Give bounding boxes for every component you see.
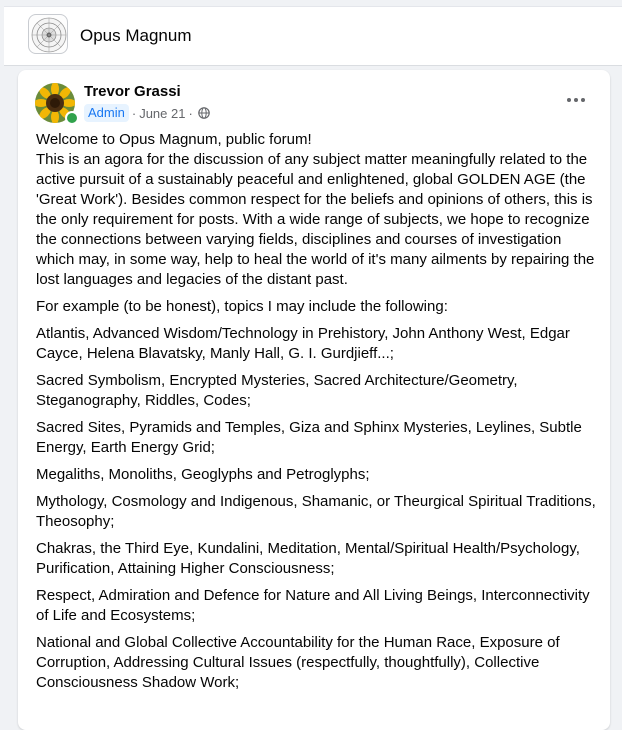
post-paragraph: Respect, Admiration and Defence for Nature and All Living Beings, Interconnectivity of Life and Ecosystems; [36, 587, 590, 624]
post-paragraph: Mythology, Cosmology and Indigenous, Shamanic, or Theurgical Spiritual Traditions, Theosophy; [36, 493, 596, 530]
post-paragraph: For example (to be honest), topics I may include the following: [36, 298, 448, 315]
post-paragraph: Atlantis, Advanced Wisdom/Technology in Prehistory, John Anthony West, Edgar Cayce, Helena Blavatsky, Manly Hall, G. I. Gurdjieff...; [36, 325, 570, 362]
post-paragraph: Megaliths, Monoliths, Geoglyphs and Petroglyphs; [36, 466, 370, 483]
post-paragraph: National and Global Collective Accountability for the Human Race, Exposure of Corruption, Addressing Cultural Issues (respectfully, thoughtfully), Collective Consciousness Shadow Work; [36, 634, 560, 691]
admin-badge[interactable]: Admin [84, 104, 129, 122]
post-paragraph: Sacred Symbolism, Encrypted Mysteries, Sacred Architecture/Geometry, Steganography, Riddles, Codes; [36, 372, 518, 409]
group-name-link[interactable]: Opus Magnum [80, 26, 192, 45]
post-paragraph: Sacred Sites, Pyramids and Temples, Giza and Sphinx Mysteries, Leylines, Subtle Energy, Earth Energy Grid; [36, 419, 582, 456]
online-status-indicator [65, 111, 79, 125]
post-body [36, 130, 601, 700]
globe-icon[interactable] [198, 107, 210, 119]
post-card [18, 70, 610, 730]
post-paragraph: Chakras, the Third Eye, Kundalini, Meditation, Mental/Spiritual Health/Psychology, Purification, Attaining Higher Consciousness; [36, 540, 580, 577]
post-date-link[interactable]: June 21 [139, 105, 186, 121]
author-name-link[interactable]: Trevor Grassi [84, 83, 181, 100]
meta-separator: · [131, 105, 137, 121]
mandala-logo-icon[interactable] [28, 14, 68, 54]
post-meta [84, 104, 210, 122]
group-header [4, 6, 622, 66]
post-paragraph: Welcome to Opus Magnum, public forum! This is an agora for the discussion of any subject matter meaningfully related to the active pursuit of a sustainably peaceful and enlightened, global GOLDEN AGE (the 'Great Work'). Besides common respect for the beliefs and opinions of others, this is the only requirement for posts. With a wide range of subjects, we hope to recognize the connections between varying fields, disciplines and courses of investigation which may, in some way, help to heal the world of it's many ailments by repairing the lost languages and legacies of the distant past. [36, 131, 595, 288]
meta-separator: · [188, 105, 193, 121]
more-options-icon[interactable] [562, 86, 590, 114]
